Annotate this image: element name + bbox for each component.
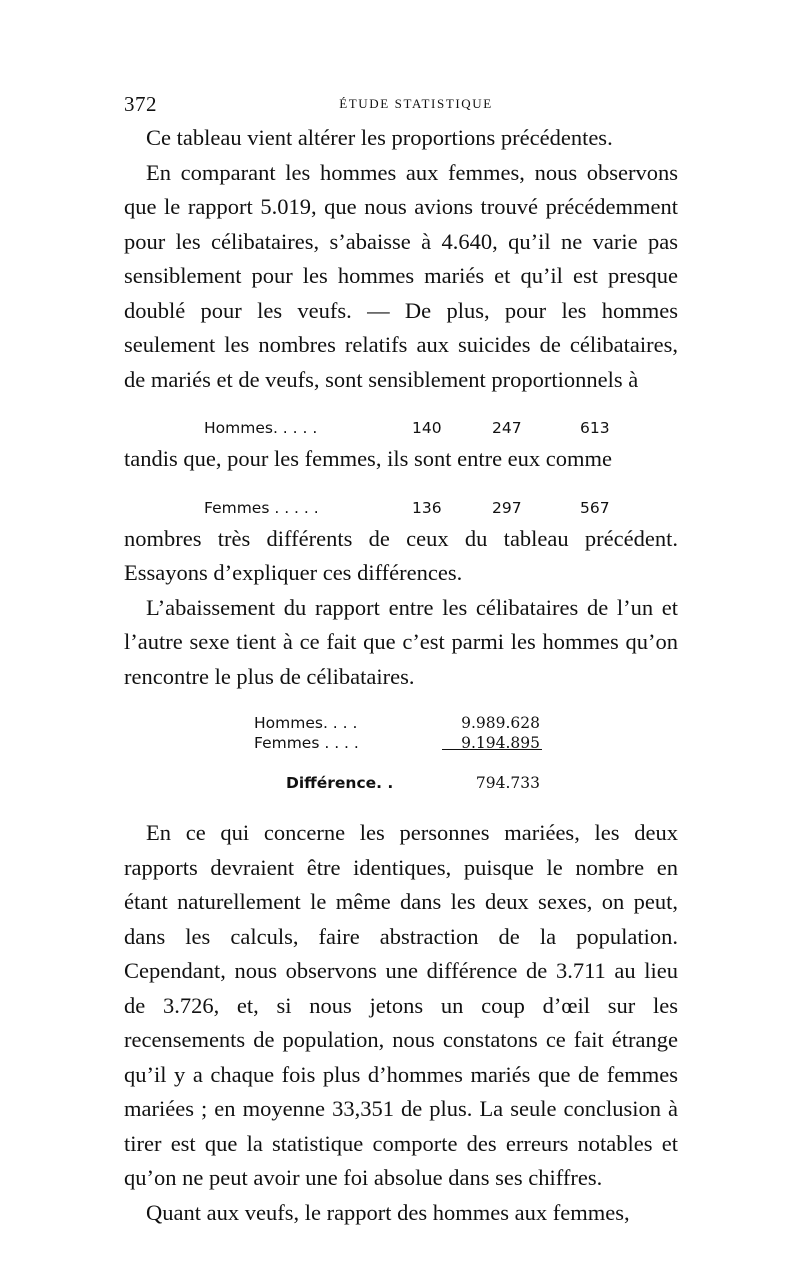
totals-difference-value: 794.733 xyxy=(475,774,540,792)
page-header xyxy=(124,92,678,116)
totals-hommes-label: Hommes. . . . xyxy=(254,714,358,732)
body-text xyxy=(124,121,678,1230)
femmes-mariees-value: 297 xyxy=(492,498,522,517)
paragraph-6: En ce qui concerne les personnes mariées, les deux rapports devraient être identiques, puisque le nombre en étant naturellement le même dans les deux sexes, on peut, dans les calculs, faire abstraction de la population. Cependant, nous observons une différence de 3.711 au lieu de 3.726, et, si nous jetons un coup d’œil sur les recensements de population, nous constatons ce fait étrange qu’il y a chaque fois plus d’hommes mariés que de femmes mariées ; en moyenne 33,351 de plus. La seule conclusion à tirer est que la statistique comporte des erreurs notables et qu’on ne peut avoir une foi absolue dans ses chiffres. xyxy=(124,820,678,1190)
hommes-ratio-label: Hommes. . . . . xyxy=(204,419,318,437)
hommes-ratio-line xyxy=(124,405,678,438)
femmes-celibataires-value: 136 xyxy=(412,498,442,517)
femmes-ratio-label: Femmes . . . . . xyxy=(204,498,319,517)
totals-hommes-value: 9.989.628 xyxy=(461,714,540,732)
running-title: ÉTUDE STATISTIQUE xyxy=(339,96,493,111)
totals-femmes-value: 9.194.895 xyxy=(461,734,540,752)
page-number: 372 xyxy=(124,92,157,116)
paragraph-7: Quant aux veufs, le rapport des hommes aux femmes, xyxy=(146,1199,630,1225)
paragraph-4: nombres très différents de ceux du tableau précédent. Essayons d’expliquer ces différences. xyxy=(124,525,678,585)
totals-rule xyxy=(442,749,542,750)
hommes-maries-value: 247 xyxy=(492,419,522,437)
population-totals-table xyxy=(124,702,678,802)
hommes-celibataires-value: 140 xyxy=(412,419,442,437)
totals-femmes-label: Femmes . . . . xyxy=(254,734,359,752)
femmes-veuves-value: 567 xyxy=(580,498,610,517)
paragraph-3: tandis que, pour les femmes, ils sont entre eux comme xyxy=(124,446,613,471)
femmes-ratio-line xyxy=(124,485,678,518)
hommes-veufs-value: 613 xyxy=(580,419,610,437)
paragraph-1: Ce tableau vient altérer les proportions précédentes. xyxy=(146,125,613,150)
paragraph-2: En comparant les hommes aux femmes, nous observons que le rapport 5.019, que nous avions trouvé précédemment pour les célibataires, s’abaisse à 4.640, qu’il ne varie pas sensiblement pour les hommes mariés et qu’il est presque doublé pour les veufs. — De plus, pour les hommes seulement les nombres relatifs aux suicides de célibataires, de mariés et de veufs, sont sensiblement proportionnels à xyxy=(124,159,678,392)
paragraph-5: L’abaissement du rapport entre les célibataires de l’un et l’autre sexe tient à ce fait que c’est parmi les hommes qu’on rencontre le plus de célibataires. xyxy=(124,594,678,689)
totals-difference-label: Différence. . xyxy=(286,774,394,792)
